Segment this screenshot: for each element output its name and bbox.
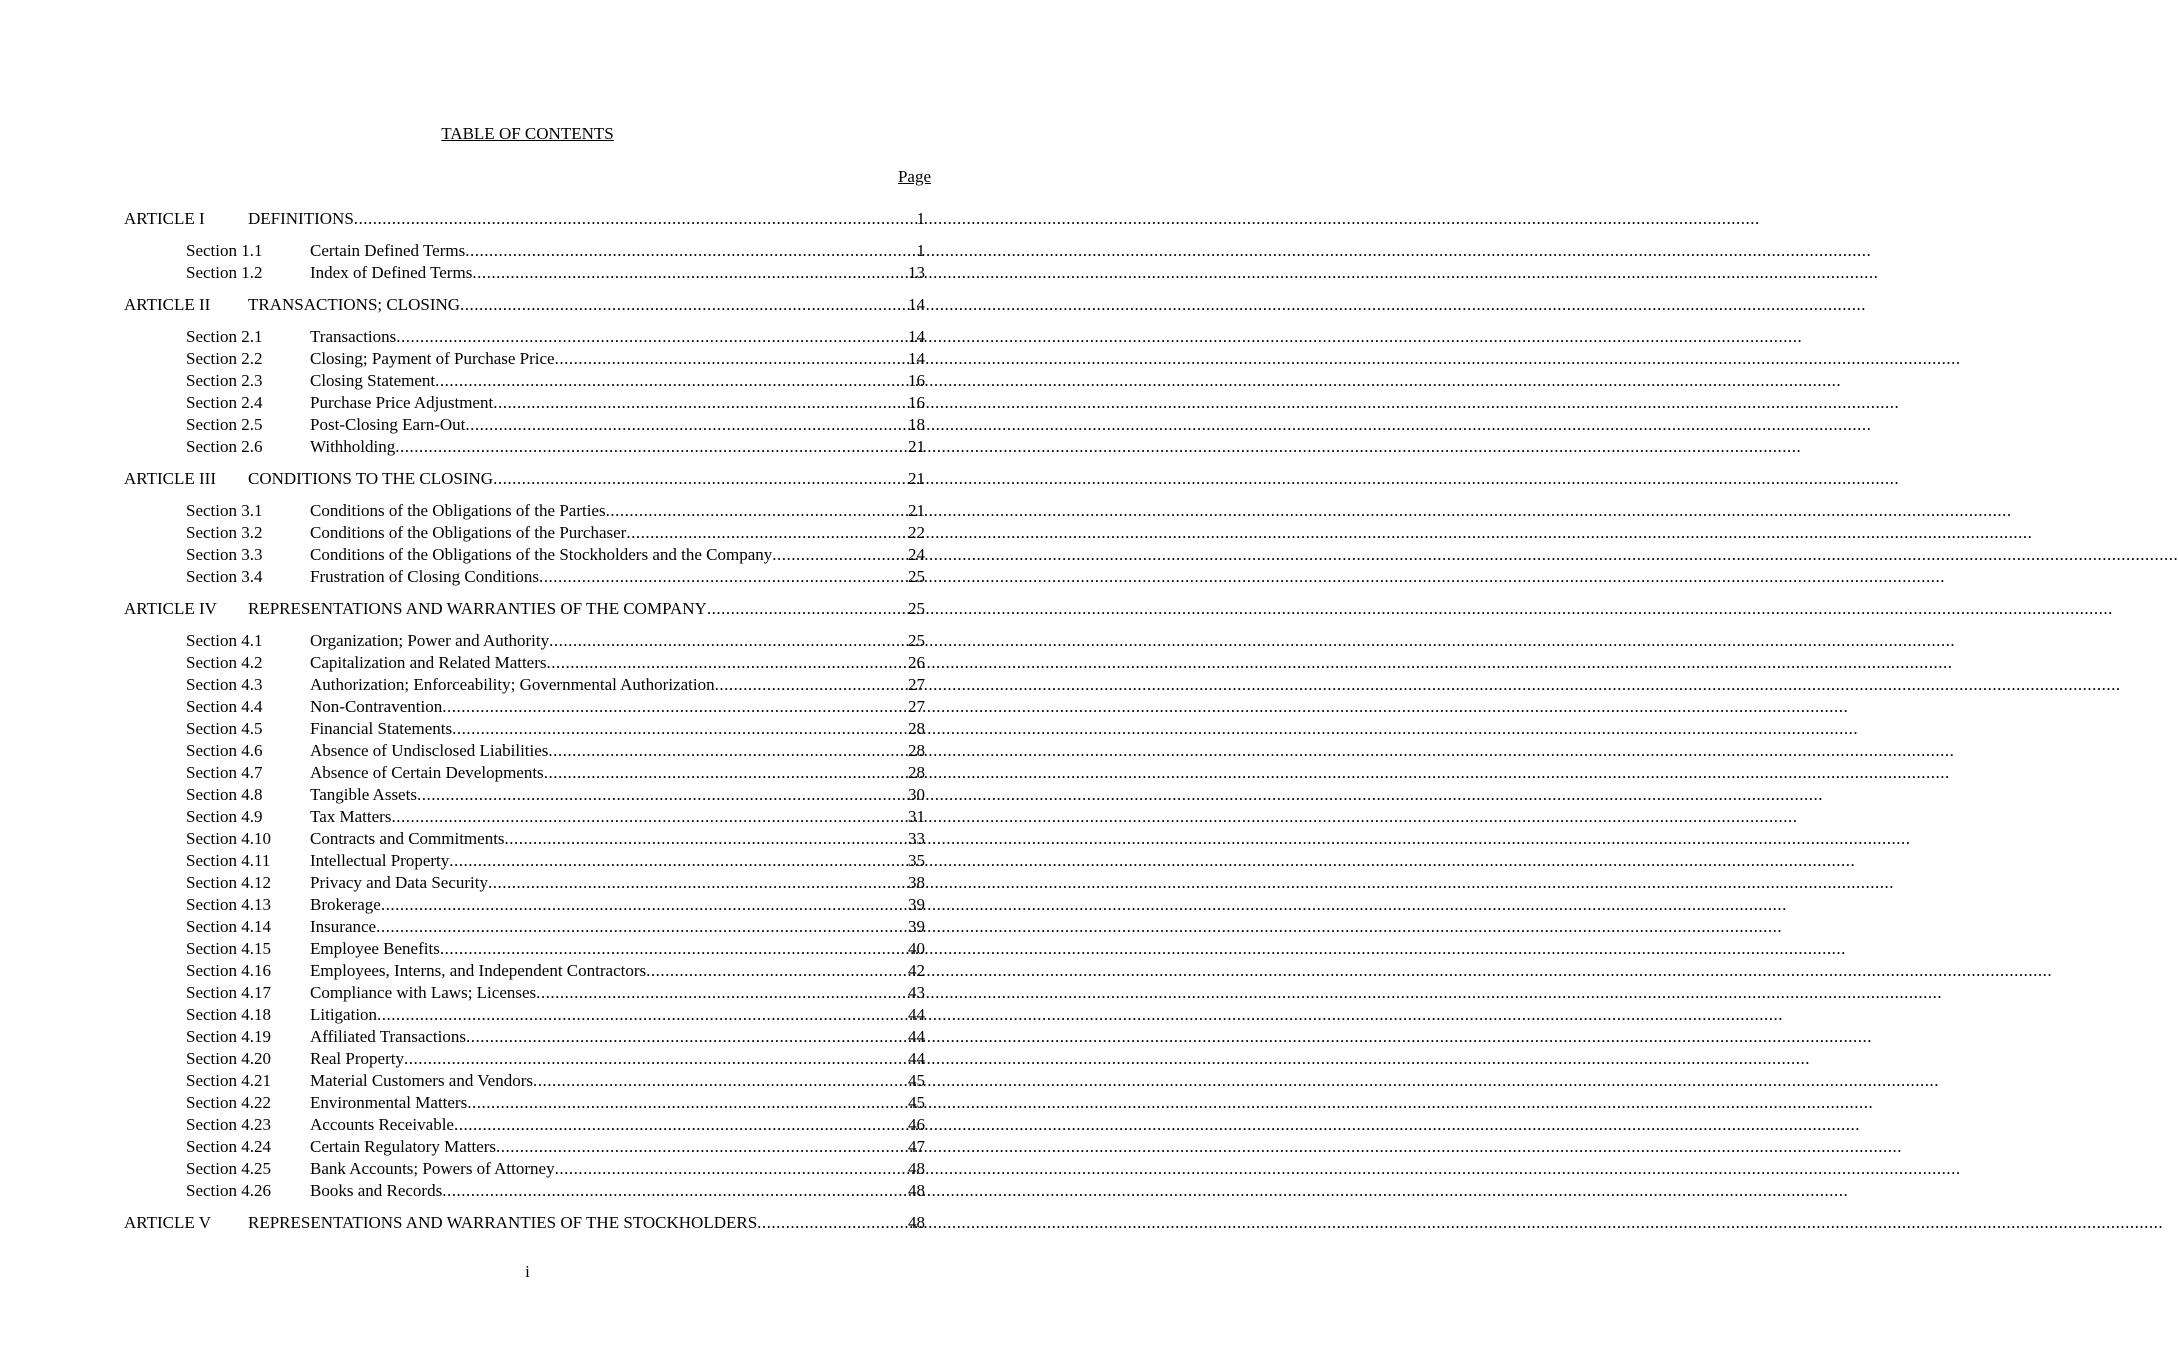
section-label: Conditions of the Obligations of the Stockholders and the Company — [310, 545, 773, 564]
section-label: Books and Records — [310, 1181, 443, 1200]
section-number: Section 4.17 — [186, 983, 271, 1002]
toc-section-entry[interactable] — [124, 762, 925, 784]
page-number: 47 — [908, 1137, 925, 1156]
toc-article-entry[interactable] — [124, 598, 925, 620]
section-label: Material Customers and Vendors — [310, 1071, 534, 1090]
section-number: Section 4.19 — [186, 1027, 271, 1046]
toc-article-entry[interactable] — [124, 294, 925, 316]
article-number: ARTICLE IV — [124, 599, 217, 618]
page-number: 1 — [916, 241, 925, 260]
dot-leader — [505, 828, 908, 850]
dot-leader — [465, 240, 909, 262]
section-number: Section 3.4 — [186, 567, 263, 586]
dot-leader — [442, 696, 908, 718]
toc-section-entry[interactable] — [124, 500, 925, 522]
dot-leader — [395, 436, 908, 458]
toc-section-entry[interactable] — [124, 392, 925, 414]
article-label: CONDITIONS TO THE CLOSING — [248, 469, 494, 488]
page-number: 1 — [916, 209, 925, 228]
footer-page-number: i — [525, 1262, 530, 1281]
toc-section-entry[interactable] — [124, 262, 925, 284]
toc-title: TABLE OF CONTENTS — [441, 124, 614, 143]
dot-leader — [646, 960, 908, 982]
toc-article-entry[interactable] — [124, 1212, 925, 1234]
page-number: 45 — [908, 1093, 925, 1112]
dot-leader — [391, 806, 908, 828]
page-number: 39 — [908, 895, 925, 914]
toc-article-entry[interactable] — [124, 208, 925, 230]
dot-leader — [493, 392, 908, 414]
dot-leader — [377, 1004, 908, 1026]
section-label: Employee Benefits — [310, 939, 440, 958]
toc-section-entry[interactable] — [124, 1048, 925, 1070]
section-number: Section 4.22 — [186, 1093, 271, 1112]
toc-section-entry[interactable] — [124, 828, 925, 850]
section-label: Conditions of the Obligations of the Parties — [310, 501, 606, 520]
dot-leader — [555, 348, 908, 370]
toc-section-entry[interactable] — [124, 740, 925, 762]
section-label: Affiliated Transactions — [310, 1027, 466, 1046]
dot-leader — [452, 718, 908, 740]
section-number: Section 2.1 — [186, 327, 263, 346]
section-label: Conditions of the Obligations of the Purchaser — [310, 523, 627, 542]
dot-leader — [396, 326, 908, 348]
section-number: Section 1.2 — [186, 263, 263, 282]
dot-leader — [493, 468, 908, 490]
toc-section-entry[interactable] — [124, 784, 925, 806]
section-number: Section 2.2 — [186, 349, 263, 368]
page-number: 48 — [908, 1181, 925, 1200]
section-label: Post-Closing Earn-Out — [310, 415, 466, 434]
article-number: ARTICLE II — [124, 295, 211, 314]
section-label: Closing Statement — [310, 371, 436, 390]
section-number: Section 4.9 — [186, 807, 263, 826]
section-label: Authorization; Enforceability; Governmental Authorization — [310, 675, 715, 694]
toc-section-entry[interactable] — [124, 696, 925, 718]
page-number: 25 — [908, 631, 925, 650]
dot-leader — [460, 294, 908, 316]
page-number: 25 — [908, 567, 925, 586]
toc-section-entry[interactable] — [124, 566, 925, 588]
dot-leader — [376, 916, 908, 938]
section-number: Section 2.6 — [186, 437, 263, 456]
section-label: Index of Defined Terms — [310, 263, 473, 282]
toc-section-entry[interactable] — [124, 1158, 925, 1180]
section-number: Section 4.8 — [186, 785, 263, 804]
section-label: Organization; Power and Authority — [310, 631, 550, 650]
page-number: 21 — [908, 469, 925, 488]
page-number: 27 — [908, 697, 925, 716]
section-number: Section 4.20 — [186, 1049, 271, 1068]
dot-leader — [449, 850, 908, 872]
dot-leader — [354, 208, 909, 230]
article-label: REPRESENTATIONS AND WARRANTIES OF THE STOCKHOLDERS — [248, 1213, 758, 1232]
section-number: Section 4.26 — [186, 1181, 271, 1200]
dot-leader — [404, 1048, 908, 1070]
section-number: Section 4.13 — [186, 895, 271, 914]
toc-section-entry[interactable] — [124, 982, 925, 1004]
section-label: Environmental Matters — [310, 1093, 468, 1112]
page-number: 13 — [908, 263, 925, 282]
section-number: Section 4.11 — [186, 851, 271, 870]
section-number: Section 4.14 — [186, 917, 271, 936]
toc-section-entry[interactable] — [124, 240, 925, 262]
dot-leader — [549, 630, 908, 652]
section-label: Certain Defined Terms — [310, 241, 466, 260]
section-number: Section 4.16 — [186, 961, 271, 980]
page-number: 44 — [908, 1005, 925, 1024]
page-number: 24 — [908, 545, 925, 564]
page-number: 46 — [908, 1115, 925, 1134]
page-number: 43 — [908, 983, 925, 1002]
section-label: Compliance with Laws; Licenses — [310, 983, 537, 1002]
article-label: TRANSACTIONS; CLOSING — [248, 295, 461, 314]
section-number: Section 3.1 — [186, 501, 263, 520]
page-number: 18 — [908, 415, 925, 434]
section-label: Bank Accounts; Powers of Attorney — [310, 1159, 555, 1178]
dot-leader — [381, 894, 908, 916]
toc-section-entry[interactable] — [124, 326, 925, 348]
page-number: 21 — [908, 437, 925, 456]
page-number: 28 — [908, 741, 925, 760]
dot-leader — [488, 872, 908, 894]
dot-leader — [547, 652, 908, 674]
section-number: Section 3.3 — [186, 545, 263, 564]
section-number: Section 4.7 — [186, 763, 263, 782]
toc-section-entry[interactable] — [124, 522, 925, 544]
section-label: Employees, Interns, and Independent Contractors — [310, 961, 647, 980]
page-number: 33 — [908, 829, 925, 848]
section-number: Section 2.4 — [186, 393, 263, 412]
page-number: 31 — [908, 807, 925, 826]
toc-section-entry[interactable] — [124, 916, 925, 938]
dot-leader — [417, 784, 908, 806]
section-number: Section 4.10 — [186, 829, 271, 848]
section-number: Section 4.21 — [186, 1071, 271, 1090]
toc-section-entry[interactable] — [124, 1114, 925, 1136]
dot-leader — [467, 1092, 908, 1114]
page-column-header: Page — [897, 167, 931, 186]
toc-section-entry[interactable] — [124, 960, 925, 982]
page-number: 40 — [908, 939, 925, 958]
page-number: 39 — [908, 917, 925, 936]
section-number: Section 4.5 — [186, 719, 263, 738]
dot-leader — [465, 414, 908, 436]
toc-section-entry[interactable] — [124, 414, 925, 436]
section-label: Real Property — [310, 1049, 404, 1068]
dot-leader — [536, 982, 908, 1004]
page-number: 16 — [908, 371, 925, 390]
toc-section-entry[interactable] — [124, 674, 925, 696]
section-label: Financial Statements — [310, 719, 453, 738]
page-number: 16 — [908, 393, 925, 412]
section-number: Section 4.4 — [186, 697, 263, 716]
section-number: Section 3.2 — [186, 523, 263, 542]
page-number: 42 — [908, 961, 925, 980]
section-label: Absence of Certain Developments — [310, 763, 544, 782]
section-label: Frustration of Closing Conditions — [310, 567, 540, 586]
section-label: Transactions — [310, 327, 397, 346]
page-number: 35 — [908, 851, 925, 870]
dot-leader — [555, 1158, 908, 1180]
section-number: Section 4.1 — [186, 631, 263, 650]
section-label: Accounts Receivable — [310, 1115, 454, 1134]
dot-leader — [440, 938, 908, 960]
article-number: ARTICLE III — [124, 469, 216, 488]
toc-section-entry[interactable] — [124, 652, 925, 674]
page-number: 28 — [908, 719, 925, 738]
section-label: Capitalization and Related Matters — [310, 653, 547, 672]
section-number: Section 4.24 — [186, 1137, 271, 1156]
article-label: REPRESENTATIONS AND WARRANTIES OF THE COMPANY — [248, 599, 707, 618]
section-label: Tangible Assets — [310, 785, 417, 804]
section-number: Section 4.18 — [186, 1005, 271, 1024]
toc-section-entry[interactable] — [124, 436, 925, 458]
page-number: 21 — [908, 501, 925, 520]
section-number: Section 2.3 — [186, 371, 263, 390]
dot-leader — [435, 370, 908, 392]
page-number: 28 — [908, 763, 925, 782]
page-number: 45 — [908, 1071, 925, 1090]
section-label: Litigation — [310, 1005, 378, 1024]
toc-section-entry[interactable] — [124, 872, 925, 894]
dot-leader — [442, 1180, 908, 1202]
toc-section-entry[interactable] — [124, 894, 925, 916]
page-number: 44 — [908, 1049, 925, 1068]
section-label: Withholding — [310, 437, 396, 456]
toc-section-entry[interactable] — [124, 1004, 925, 1026]
section-label: Intellectual Property — [310, 851, 450, 870]
section-number: Section 4.12 — [186, 873, 271, 892]
section-label: Closing; Payment of Purchase Price — [310, 349, 555, 368]
page-number: 25 — [908, 599, 925, 618]
dot-leader — [496, 1136, 908, 1158]
toc-section-entry[interactable] — [124, 718, 925, 740]
dot-leader — [548, 740, 908, 762]
section-label: Brokerage — [310, 895, 381, 914]
section-number: Section 4.6 — [186, 741, 263, 760]
toc-section-entry[interactable] — [124, 806, 925, 828]
section-label: Non-Contravention — [310, 697, 443, 716]
page-number: 22 — [908, 523, 925, 542]
section-label: Insurance — [310, 917, 377, 936]
toc-section-entry[interactable] — [124, 850, 925, 872]
page-number: 38 — [908, 873, 925, 892]
dot-leader — [606, 500, 908, 522]
dot-leader — [772, 544, 908, 566]
article-number: ARTICLE I — [124, 209, 205, 228]
dot-leader — [715, 674, 908, 696]
section-label: Certain Regulatory Matters — [310, 1137, 497, 1156]
dot-leader — [707, 598, 908, 620]
dot-leader — [472, 262, 908, 284]
page-number: 44 — [908, 1027, 925, 1046]
section-number: Section 4.3 — [186, 675, 263, 694]
page-number: 48 — [908, 1159, 925, 1178]
section-label: Tax Matters — [310, 807, 392, 826]
page-number: 14 — [908, 295, 925, 314]
toc-section-entry[interactable] — [124, 1180, 925, 1202]
section-number: Section 4.23 — [186, 1115, 271, 1134]
toc-section-entry[interactable] — [124, 1092, 925, 1114]
dot-leader — [626, 522, 908, 544]
toc-list — [124, 208, 925, 1244]
page-number: 27 — [908, 675, 925, 694]
section-number: Section 4.2 — [186, 653, 263, 672]
section-number: Section 1.1 — [186, 241, 263, 260]
section-label: Privacy and Data Security — [310, 873, 488, 892]
toc-section-entry[interactable] — [124, 370, 925, 392]
toc-section-entry[interactable] — [124, 544, 925, 566]
dot-leader — [539, 566, 908, 588]
page-number: 14 — [908, 349, 925, 368]
toc-section-entry[interactable] — [124, 1070, 925, 1092]
toc-section-entry[interactable] — [124, 938, 925, 960]
toc-section-entry[interactable] — [124, 630, 925, 652]
section-number: Section 2.5 — [186, 415, 263, 434]
page-number: 26 — [908, 653, 925, 672]
dot-leader — [454, 1114, 908, 1136]
dot-leader — [466, 1026, 908, 1048]
dot-leader — [544, 762, 908, 784]
dot-leader — [757, 1212, 908, 1234]
article-number: ARTICLE V — [124, 1213, 211, 1232]
section-label: Contracts and Commitments — [310, 829, 505, 848]
section-label: Absence of Undisclosed Liabilities — [310, 741, 549, 760]
section-number: Section 4.25 — [186, 1159, 271, 1178]
page-number: 14 — [908, 327, 925, 346]
dot-leader — [533, 1070, 908, 1092]
toc-article-entry[interactable] — [124, 468, 925, 490]
section-number: Section 4.15 — [186, 939, 271, 958]
toc-section-entry[interactable] — [124, 1136, 925, 1158]
toc-section-entry[interactable] — [124, 1026, 925, 1048]
section-label: Purchase Price Adjustment — [310, 393, 494, 412]
toc-section-entry[interactable] — [124, 348, 925, 370]
article-label: DEFINITIONS — [248, 209, 354, 228]
page-number: 30 — [908, 785, 925, 804]
page-number: 48 — [908, 1213, 925, 1232]
